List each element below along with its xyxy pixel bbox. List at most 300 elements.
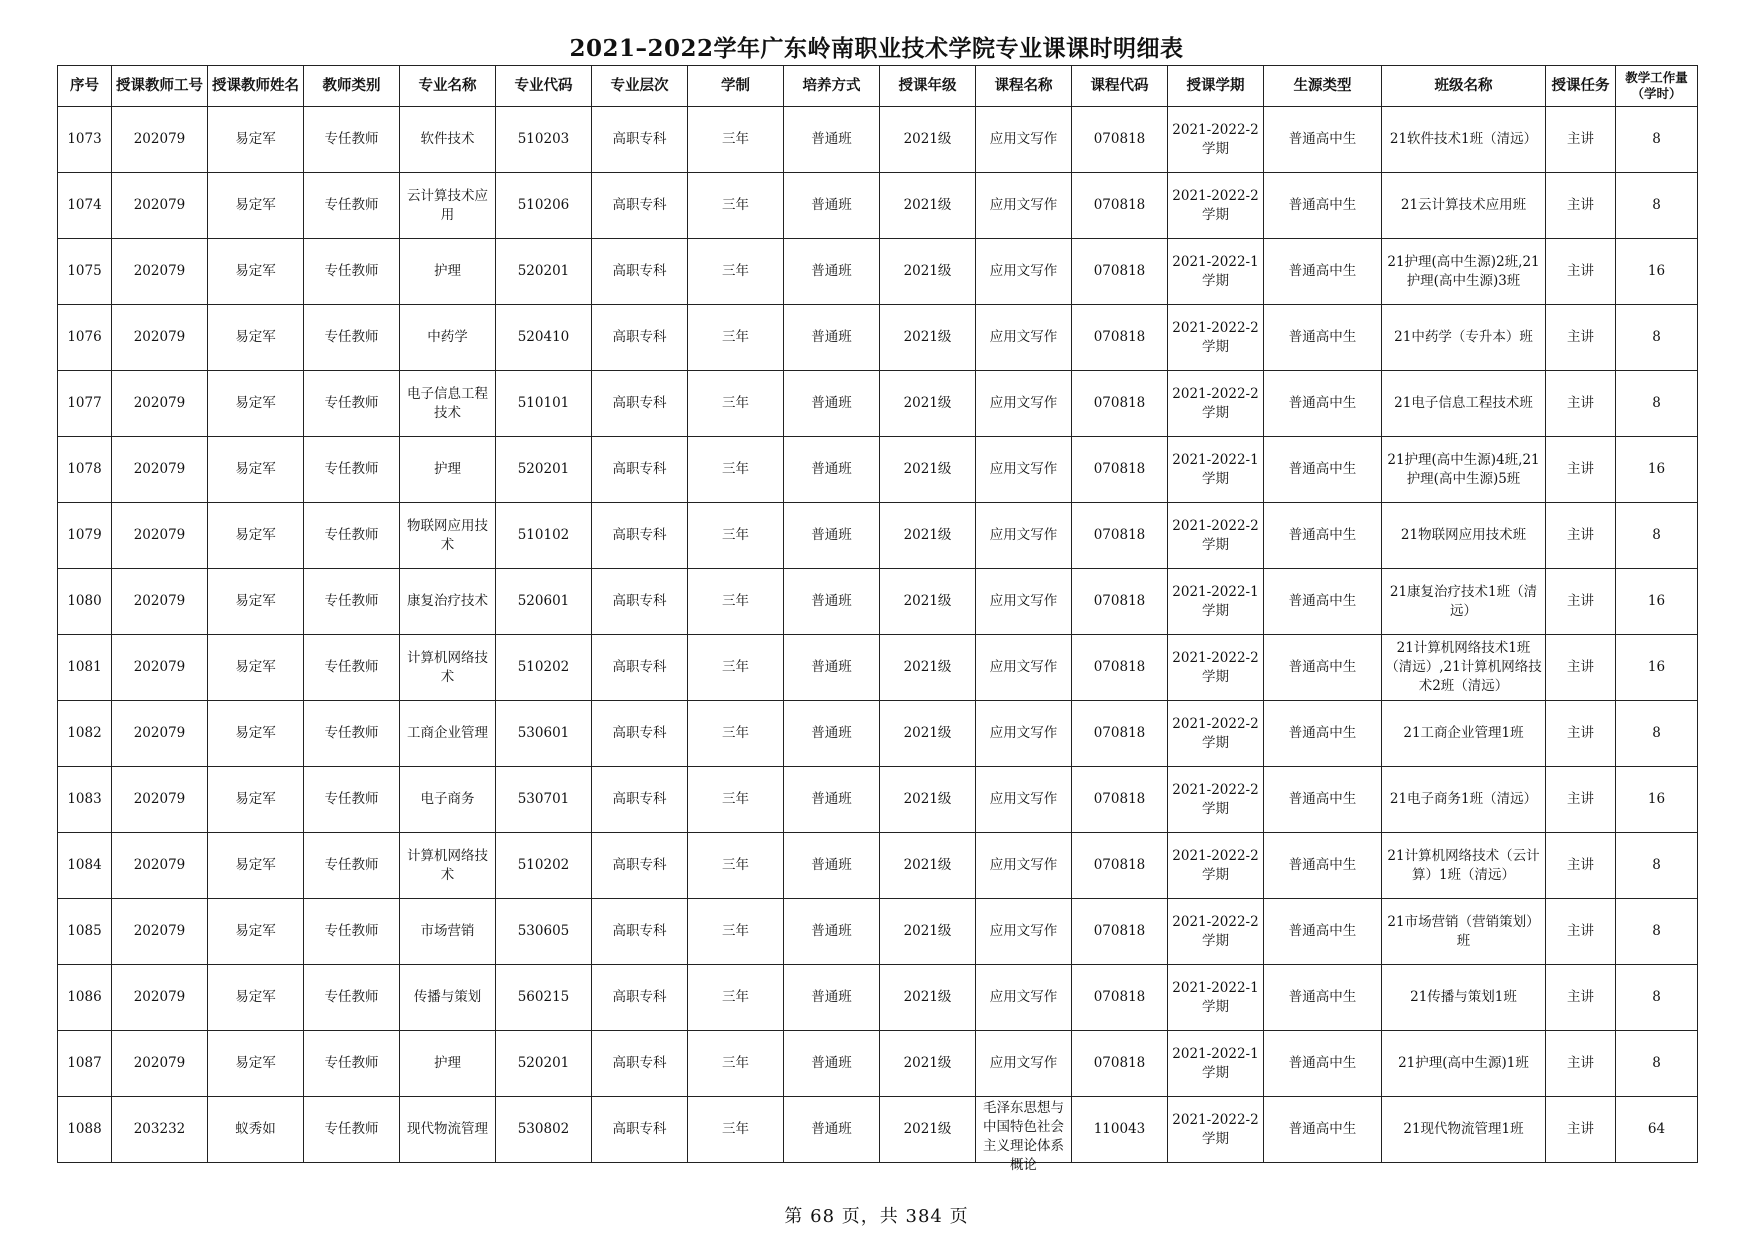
table-row [58,833,1698,899]
table-cell [208,899,304,965]
cell-text: 高职专科 [612,1121,667,1137]
table-cell [208,1097,304,1163]
cell-text: 070818 [1093,725,1146,741]
table-cell [688,1031,784,1097]
column-header: 教学工作量（学时） [1616,66,1698,107]
column-header: 班级名称 [1382,66,1546,107]
table-row [58,635,1698,701]
cell-text: 21传播与策划1班 [1410,989,1517,1005]
table-cell [880,239,976,305]
cell-text: 070818 [1093,989,1146,1005]
table-cell [592,107,688,173]
cell-text: 高职专科 [612,593,667,609]
table-cell [1168,635,1264,701]
cell-text: 202079 [133,263,186,279]
cell-text: 易定军 [235,263,276,279]
table-cell [880,767,976,833]
table-cell [208,239,304,305]
cell-text: 应用文写作 [989,329,1058,345]
table-cell [1264,371,1382,437]
table-cell [1616,701,1698,767]
cell-text: 三年 [722,1055,749,1071]
cell-text: 主讲 [1567,725,1594,741]
cell-text: 护理 [434,461,461,477]
cell-text: 21计算机网络技术（云计算）1班（清远） [1387,847,1540,883]
cell-text: 高职专科 [612,197,667,213]
cell-text: 530601 [517,725,570,741]
cell-text: 应用文写作 [989,263,1058,279]
cell-text: 普通班 [811,857,852,873]
table-row [58,107,1698,173]
cell-text: 1074 [67,197,102,213]
cell-text: 21软件技术1班（清远） [1389,131,1538,147]
cell-text: 计算机网络技术 [407,847,488,883]
table-cell [1072,107,1168,173]
cell-text: 三年 [722,131,749,147]
table-cell [592,701,688,767]
cell-text: 520201 [517,1055,570,1071]
table-cell [304,1031,400,1097]
cell-text: 21康复治疗技术1班（清远） [1389,583,1538,619]
table-cell [1382,965,1546,1031]
table-cell [304,239,400,305]
cell-text: 530701 [517,791,570,807]
cell-text: 8 [1652,131,1661,147]
table-row [58,767,1698,833]
table-cell [400,635,496,701]
table-cell [688,437,784,503]
table-cell [400,437,496,503]
cell-text: 易定军 [235,791,276,807]
cell-text: 普通班 [811,725,852,741]
cell-text: 普通高中生 [1288,725,1357,741]
column-header: 课程名称 [976,66,1072,107]
table-cell [976,767,1072,833]
cell-text: 070818 [1093,593,1146,609]
table-cell [1382,305,1546,371]
column-header: 教师类别 [304,66,400,107]
cell-text: 应用文写作 [989,1055,1058,1071]
table-cell [784,833,880,899]
table-cell [1382,701,1546,767]
table-cell [112,239,208,305]
cell-text: 工商企业管理 [407,725,488,741]
table-cell [208,173,304,239]
cell-text: 普通高中生 [1288,395,1357,411]
cell-text: 普通班 [811,1055,852,1071]
table-cell [1616,503,1698,569]
cell-text: 易定军 [235,461,276,477]
cell-text: 070818 [1093,461,1146,477]
cell-text: 520601 [517,593,570,609]
table-body [58,107,1698,1173]
table-cell [592,767,688,833]
cell-text: 070818 [1093,527,1146,543]
cell-text: 2021-2022-2学期 [1172,715,1259,751]
cell-text: 1081 [67,659,102,675]
cell-text: 普通班 [811,461,852,477]
cell-text: 易定军 [235,527,276,543]
table-cell [496,305,592,371]
table-cell [496,965,592,1031]
cell-text: 2021级 [903,725,952,741]
table-cell [1072,1031,1168,1097]
table-cell [976,1097,1072,1173]
cell-text: 高职专科 [612,1055,667,1071]
table-cell [592,899,688,965]
table-cell [1072,965,1168,1031]
table-cell [880,701,976,767]
table-cell [58,305,112,371]
table-cell [496,107,592,173]
table-cell [688,1097,784,1163]
cell-text: 2021级 [903,131,952,147]
table-cell [58,833,112,899]
cell-text: 应用文写作 [989,989,1058,1005]
cell-text: 2021-2022-2学期 [1172,385,1259,421]
cell-text: 主讲 [1567,263,1594,279]
cell-text: 530802 [517,1121,570,1137]
cell-text: 专任教师 [324,395,379,411]
table-cell [1616,437,1698,503]
cell-text: 专任教师 [324,527,379,543]
table-cell [976,635,1072,701]
cell-text: 专任教师 [324,1055,379,1071]
table-cell [1264,1097,1382,1163]
cell-text: 202079 [133,791,186,807]
cell-text: 16 [1647,659,1666,675]
table-cell [1382,1097,1546,1163]
table-cell [496,371,592,437]
cell-text: 康复治疗技术 [407,593,488,609]
cell-text: 易定军 [235,593,276,609]
cell-text: 8 [1652,527,1661,543]
cell-text: 三年 [722,989,749,1005]
cell-text: 202079 [133,197,186,213]
cell-text: 普通班 [811,131,852,147]
table-cell [1546,701,1616,767]
table-cell [400,833,496,899]
cell-text: 应用文写作 [989,461,1058,477]
cell-text: 主讲 [1567,131,1594,147]
table-cell [58,569,112,635]
cell-text: 普通高中生 [1288,1121,1357,1137]
cell-text: 202079 [133,989,186,1005]
table-cell [976,701,1072,767]
table-cell [784,767,880,833]
cell-text: 主讲 [1567,527,1594,543]
table-cell [592,635,688,701]
table-cell [304,107,400,173]
cell-text: 8 [1652,857,1661,873]
table-cell [496,569,592,635]
cell-text: 560215 [517,989,570,1005]
cell-text: 070818 [1093,329,1146,345]
cell-text: 普通班 [811,791,852,807]
table-cell [688,305,784,371]
cell-text: 1088 [67,1121,102,1137]
cell-text: 普通高中生 [1288,593,1357,609]
cell-text: 主讲 [1567,329,1594,345]
cell-text: 2021级 [903,527,952,543]
table-row [58,1097,1698,1163]
table-cell [112,965,208,1031]
cell-text: 普通高中生 [1288,461,1357,477]
table-cell [592,371,688,437]
cell-text: 电子信息工程技术 [407,385,488,421]
cell-text: 专任教师 [324,989,379,1005]
table-cell [1546,965,1616,1031]
table-cell [688,173,784,239]
cell-text: 8 [1652,1055,1661,1071]
table-cell [1168,173,1264,239]
table-cell [496,239,592,305]
cell-text: 16 [1647,263,1666,279]
table-cell [1168,833,1264,899]
table-cell [976,371,1072,437]
cell-text: 2021-2022-1学期 [1172,979,1259,1015]
cell-text: 21物联网应用技术班 [1400,527,1527,543]
cell-text: 三年 [722,923,749,939]
cell-text: 三年 [722,527,749,543]
cell-text: 520201 [517,461,570,477]
table-cell [1168,305,1264,371]
page-number: 第 68 页，共 384 页 [784,1206,969,1227]
cell-text: 070818 [1093,857,1146,873]
cell-text: 高职专科 [612,659,667,675]
cell-text: 高职专科 [612,989,667,1005]
cell-text: 应用文写作 [989,857,1058,873]
table-cell [976,833,1072,899]
cell-text: 应用文写作 [989,923,1058,939]
cell-text: 2021-2022-1学期 [1172,253,1259,289]
cell-text: 普通班 [811,989,852,1005]
table-cell [496,503,592,569]
cell-text: 三年 [722,329,749,345]
table-cell [784,437,880,503]
cell-text: 2021-2022-2学期 [1172,319,1259,355]
cell-text: 520201 [517,263,570,279]
cell-text: 202079 [133,329,186,345]
table-cell [1264,569,1382,635]
cell-text: 2021级 [903,461,952,477]
table-cell [1546,1031,1616,1097]
cell-text: 应用文写作 [989,197,1058,213]
cell-text: 普通班 [811,329,852,345]
cell-text: 64 [1647,1121,1666,1137]
table-cell [112,503,208,569]
table-cell [400,767,496,833]
table-cell [58,767,112,833]
table-cell [1264,305,1382,371]
cell-text: 专任教师 [324,1121,379,1137]
table-cell [496,1031,592,1097]
cell-text: 护理 [434,1055,461,1071]
table-cell [1264,965,1382,1031]
table-cell [1168,767,1264,833]
cell-text: 主讲 [1567,461,1594,477]
cell-text: 高职专科 [612,263,667,279]
cell-text: 2021-2022-2学期 [1172,847,1259,883]
table-cell [1616,1031,1698,1097]
table-cell [976,305,1072,371]
cell-text: 202079 [133,593,186,609]
table-cell [1616,833,1698,899]
cell-text: 专任教师 [324,923,379,939]
cell-text: 主讲 [1567,395,1594,411]
column-header: 课程代码 [1072,66,1168,107]
table-cell [1168,1097,1264,1163]
table-cell [208,305,304,371]
table-cell [1546,371,1616,437]
table-cell [1264,503,1382,569]
table-cell [496,833,592,899]
cell-text: 专任教师 [324,131,379,147]
table-cell [400,701,496,767]
cell-text: 计算机网络技术 [407,649,488,685]
cell-text: 510202 [517,659,570,675]
table-cell [1168,503,1264,569]
cell-text: 1080 [67,593,102,609]
cell-text: 202079 [133,395,186,411]
table-row [58,305,1698,371]
table-cell [1168,899,1264,965]
cell-text: 2021级 [903,329,952,345]
cell-text: 2021级 [903,857,952,873]
table-cell [1168,437,1264,503]
cell-text: 护理 [434,263,461,279]
table-cell [304,965,400,1031]
table-cell [880,503,976,569]
table-cell [1616,239,1698,305]
table-cell [880,1031,976,1097]
table-cell [784,965,880,1031]
cell-text: 2021级 [903,395,952,411]
cell-text: 202079 [133,857,186,873]
table-cell [112,437,208,503]
table-cell [592,833,688,899]
cell-text: 易定军 [235,131,276,147]
cell-text: 高职专科 [612,923,667,939]
table-cell [112,833,208,899]
table-cell [784,1097,880,1163]
cell-text: 专任教师 [324,197,379,213]
cell-text: 21电子商务1班（清远） [1389,791,1538,807]
cell-text: 2021-2022-1学期 [1172,583,1259,619]
table-cell [304,569,400,635]
table-cell [208,107,304,173]
cell-text: 1084 [67,857,102,873]
table-cell [592,1097,688,1163]
cell-text: 2021-2022-2学期 [1172,121,1259,157]
table-cell [496,635,592,701]
table-cell [1382,173,1546,239]
cell-text: 易定军 [235,923,276,939]
table-cell [208,569,304,635]
cell-text: 110043 [1093,1121,1146,1137]
table-cell [112,371,208,437]
cell-text: 16 [1647,461,1666,477]
table-cell [400,1097,496,1163]
table-cell [208,833,304,899]
cell-text: 应用文写作 [989,395,1058,411]
table-cell [400,965,496,1031]
table-cell [976,899,1072,965]
table-cell [592,569,688,635]
table-cell [112,635,208,701]
cell-text: 1075 [67,263,102,279]
table-cell [58,899,112,965]
table-cell [976,965,1072,1031]
cell-text: 1086 [67,989,102,1005]
cell-text: 2021级 [903,791,952,807]
column-header: 专业代码 [496,66,592,107]
cell-text: 现代物流管理 [407,1121,488,1137]
cell-text: 中药学 [427,329,468,345]
table-cell [976,173,1072,239]
cell-text: 普通高中生 [1288,989,1357,1005]
cell-text: 21云计算技术应用班 [1400,197,1527,213]
cell-text: 202079 [133,461,186,477]
cell-text: 易定军 [235,857,276,873]
table-cell [1546,437,1616,503]
cell-text: 21市场营销（营销策划）班 [1387,913,1540,949]
table-cell [58,371,112,437]
table-cell [1264,701,1382,767]
cell-text: 21工商企业管理1班 [1403,725,1524,741]
table-cell [592,965,688,1031]
cell-text: 2021级 [903,923,952,939]
table-cell [304,503,400,569]
table-cell [304,437,400,503]
cell-text: 应用文写作 [989,725,1058,741]
cell-text: 8 [1652,923,1661,939]
cell-text: 主讲 [1567,1121,1594,1137]
cell-text: 易定军 [235,1055,276,1071]
table-cell [1264,899,1382,965]
table-row [58,239,1698,305]
table-cell [880,965,976,1031]
table-cell [112,305,208,371]
cell-text: 三年 [722,1121,749,1137]
cell-text: 21护理(高中生源)1班 [1398,1055,1529,1071]
cell-text: 普通高中生 [1288,659,1357,675]
table-cell [1264,833,1382,899]
cell-text: 普通班 [811,527,852,543]
table-cell [304,899,400,965]
cell-text: 21计算机网络技术1班（清远）,21计算机网络技术2班（清远） [1385,640,1542,694]
cell-text: 应用文写作 [989,791,1058,807]
cell-text: 普通高中生 [1288,923,1357,939]
cell-text: 21护理(高中生源)2班,21护理(高中生源)3班 [1387,253,1540,289]
table-cell [976,569,1072,635]
table-cell [1546,305,1616,371]
table-cell [784,371,880,437]
cell-text: 物联网应用技术 [407,517,488,553]
table-cell [1168,239,1264,305]
cell-text: 2021级 [903,989,952,1005]
cell-text: 普通班 [811,197,852,213]
cell-text: 专任教师 [324,593,379,609]
cell-text: 云计算技术应用 [407,187,488,223]
cell-text: 21现代物流管理1班 [1403,1121,1524,1137]
cell-text: 三年 [722,593,749,609]
table-cell [784,1031,880,1097]
table-cell [1546,833,1616,899]
table-cell [496,173,592,239]
table-cell [112,1097,208,1163]
table-cell [1264,107,1382,173]
